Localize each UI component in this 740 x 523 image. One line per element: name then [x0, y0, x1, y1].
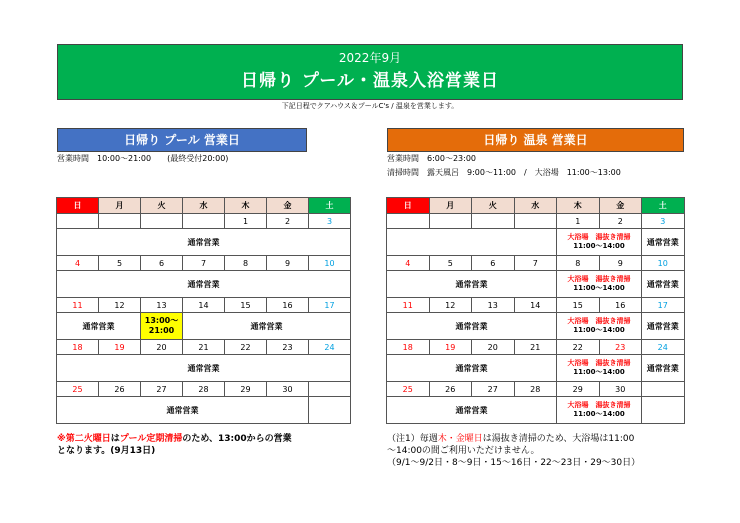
empty-cell	[309, 397, 351, 424]
note-text: ～14:00の間ご利用いただけません。	[387, 446, 540, 456]
onsen-calendar	[386, 197, 685, 424]
date-cell: 7	[514, 256, 557, 271]
pool-hours: 営業時間 10:00～21:00 (最終受付20:00)	[57, 154, 229, 163]
cleaning-cell	[557, 397, 642, 424]
weekday-mon: 月	[429, 198, 472, 214]
date-cell: 9	[599, 256, 642, 271]
cleaning-time: 11:00～14:00	[573, 410, 625, 418]
cleaning-cell	[557, 271, 642, 298]
onsen-hours: 営業時間 6:00～23:00	[387, 154, 477, 163]
status-cell: 通常営業	[387, 397, 557, 424]
status-cell: 通常営業	[387, 355, 557, 382]
date-cell: 4	[57, 256, 99, 271]
date-cell: 8	[225, 256, 267, 271]
date-cell: 20	[141, 340, 183, 355]
date-cell	[57, 214, 99, 229]
status-cell: 通常営業	[57, 355, 351, 382]
special-hours-cell: 13:00～ 21:00	[141, 313, 183, 340]
date-cell: 29	[557, 382, 600, 397]
onsen-section-header: 日帰り 温泉 営業日	[387, 128, 684, 152]
date-cell: 24	[309, 340, 351, 355]
weekday-fri: 金	[267, 198, 309, 214]
note-text: （注1）毎週	[387, 434, 438, 444]
date-cell: 13	[141, 298, 183, 313]
date-cell: 22	[557, 340, 600, 355]
subtitle: 下記日程でクアハウス＆プールC's / 温泉を営業します。	[281, 102, 459, 110]
weekday-sat: 土	[309, 198, 351, 214]
cleaning-label: 大浴場 湯抜き清掃	[567, 359, 631, 367]
date-cell: 25	[57, 382, 99, 397]
date-cell: 13	[472, 298, 515, 313]
date-cell: 6	[141, 256, 183, 271]
date-cell: 3	[309, 214, 351, 229]
cleaning-label: 大浴場 湯抜き清掃	[567, 317, 631, 325]
date-cell: 30	[599, 382, 642, 397]
date-cell: 2	[267, 214, 309, 229]
date-cell: 16	[599, 298, 642, 313]
date-cell: 21	[183, 340, 225, 355]
status-cell	[387, 229, 557, 256]
date-cell: 14	[514, 298, 557, 313]
date-cell: 30	[267, 382, 309, 397]
weekday-sun: 日	[57, 198, 99, 214]
cleaning-cell	[557, 313, 642, 340]
date-cell	[472, 214, 515, 229]
status-cell: 通常営業	[642, 313, 685, 340]
date-cell: 27	[472, 382, 515, 397]
date-cell: 17	[309, 298, 351, 313]
note-highlight: 木・金曜日	[437, 434, 483, 444]
status-cell: 通常営業	[57, 313, 141, 340]
cleaning-cell	[557, 355, 642, 382]
onsen-note	[387, 433, 640, 469]
note-text: は湯抜き清掃のため、大浴場は11:00	[482, 434, 635, 444]
date-cell: 25	[387, 382, 430, 397]
date-cell	[99, 214, 141, 229]
empty-cell	[642, 397, 685, 424]
weekday-wed: 水	[183, 198, 225, 214]
date-cell: 8	[557, 256, 600, 271]
date-cell: 1	[557, 214, 600, 229]
date-cell: 6	[472, 256, 515, 271]
date-cell	[309, 382, 351, 397]
date-cell: 19	[429, 340, 472, 355]
weekday-thu: 木	[225, 198, 267, 214]
date-cell: 3	[642, 214, 685, 229]
cleaning-label: 大浴場 湯抜き清掃	[567, 275, 631, 283]
date-cell: 29	[225, 382, 267, 397]
weekday-tue: 火	[472, 198, 515, 214]
status-cell: 通常営業	[57, 229, 351, 256]
date-cell: 5	[429, 256, 472, 271]
date-cell: 10	[309, 256, 351, 271]
status-cell: 通常営業	[57, 271, 351, 298]
weekday-wed: 水	[514, 198, 557, 214]
date-cell: 28	[514, 382, 557, 397]
date-cell: 18	[387, 340, 430, 355]
date-cell: 7	[183, 256, 225, 271]
cleaning-cell	[557, 229, 642, 256]
pool-calendar	[56, 197, 351, 424]
date-cell: 17	[642, 298, 685, 313]
note-text: （9/1～9/2日・8～9日・15～16日・22～23日・29～30日）	[387, 458, 641, 468]
date-cell	[141, 214, 183, 229]
weekday-sun: 日	[387, 198, 430, 214]
title-banner	[57, 44, 683, 100]
status-cell: 通常営業	[642, 271, 685, 298]
date-cell: 22	[225, 340, 267, 355]
date-cell	[514, 214, 557, 229]
note-text: は	[110, 434, 120, 444]
date-cell	[642, 382, 685, 397]
cleaning-label: 大浴場 湯抜き清掃	[567, 233, 631, 241]
note-text: となります。(9月13日)	[57, 446, 156, 456]
date-cell: 9	[267, 256, 309, 271]
weekday-tue: 火	[141, 198, 183, 214]
note-text: のため、13:00からの営業	[182, 434, 292, 444]
weekday-sat: 土	[642, 198, 685, 214]
date-cell: 15	[225, 298, 267, 313]
cleaning-time: 11:00～14:00	[573, 326, 625, 334]
cleaning-label: 大浴場 湯抜き清掃	[567, 401, 631, 409]
date-cell: 15	[557, 298, 600, 313]
pool-note	[57, 433, 292, 457]
cleaning-time: 11:00～14:00	[573, 284, 625, 292]
date-cell: 18	[57, 340, 99, 355]
date-cell: 23	[267, 340, 309, 355]
date-cell: 23	[599, 340, 642, 355]
status-cell: 通常営業	[642, 229, 685, 256]
weekday-thu: 木	[557, 198, 600, 214]
date-cell: 1	[225, 214, 267, 229]
year-month: 2022年9月	[338, 51, 402, 65]
date-cell: 20	[472, 340, 515, 355]
weekday-mon: 月	[99, 198, 141, 214]
date-cell: 4	[387, 256, 430, 271]
status-cell: 通常営業	[57, 397, 309, 424]
date-cell: 14	[183, 298, 225, 313]
pool-section-header: 日帰り プール 営業日	[57, 128, 307, 152]
date-cell: 5	[99, 256, 141, 271]
date-cell: 11	[387, 298, 430, 313]
note-highlight: 第二火曜日	[65, 434, 111, 444]
date-cell: 28	[183, 382, 225, 397]
date-cell: 27	[141, 382, 183, 397]
status-cell: 通常営業	[183, 313, 351, 340]
date-cell: 16	[267, 298, 309, 313]
date-cell: 2	[599, 214, 642, 229]
date-cell: 26	[429, 382, 472, 397]
onsen-cleaning-hours: 清掃時間 露天風呂 9:00～11:00 / 大浴場 11:00～13:00	[387, 168, 621, 177]
date-cell	[183, 214, 225, 229]
date-cell	[429, 214, 472, 229]
weekday-fri: 金	[599, 198, 642, 214]
note-highlight: プール定期清掃	[119, 434, 183, 444]
status-cell: 通常営業	[387, 271, 557, 298]
cleaning-time: 11:00～14:00	[573, 242, 625, 250]
date-cell: 11	[57, 298, 99, 313]
cleaning-time: 11:00～14:00	[573, 368, 625, 376]
date-cell	[387, 214, 430, 229]
status-cell: 通常営業	[387, 313, 557, 340]
date-cell: 21	[514, 340, 557, 355]
status-cell: 通常営業	[642, 355, 685, 382]
date-cell: 24	[642, 340, 685, 355]
date-cell: 26	[99, 382, 141, 397]
date-cell: 12	[429, 298, 472, 313]
date-cell: 10	[642, 256, 685, 271]
note-mark: ※	[57, 434, 66, 444]
date-cell: 19	[99, 340, 141, 355]
date-cell: 12	[99, 298, 141, 313]
page-title: 日帰り プール・温泉入浴営業日	[240, 71, 500, 91]
